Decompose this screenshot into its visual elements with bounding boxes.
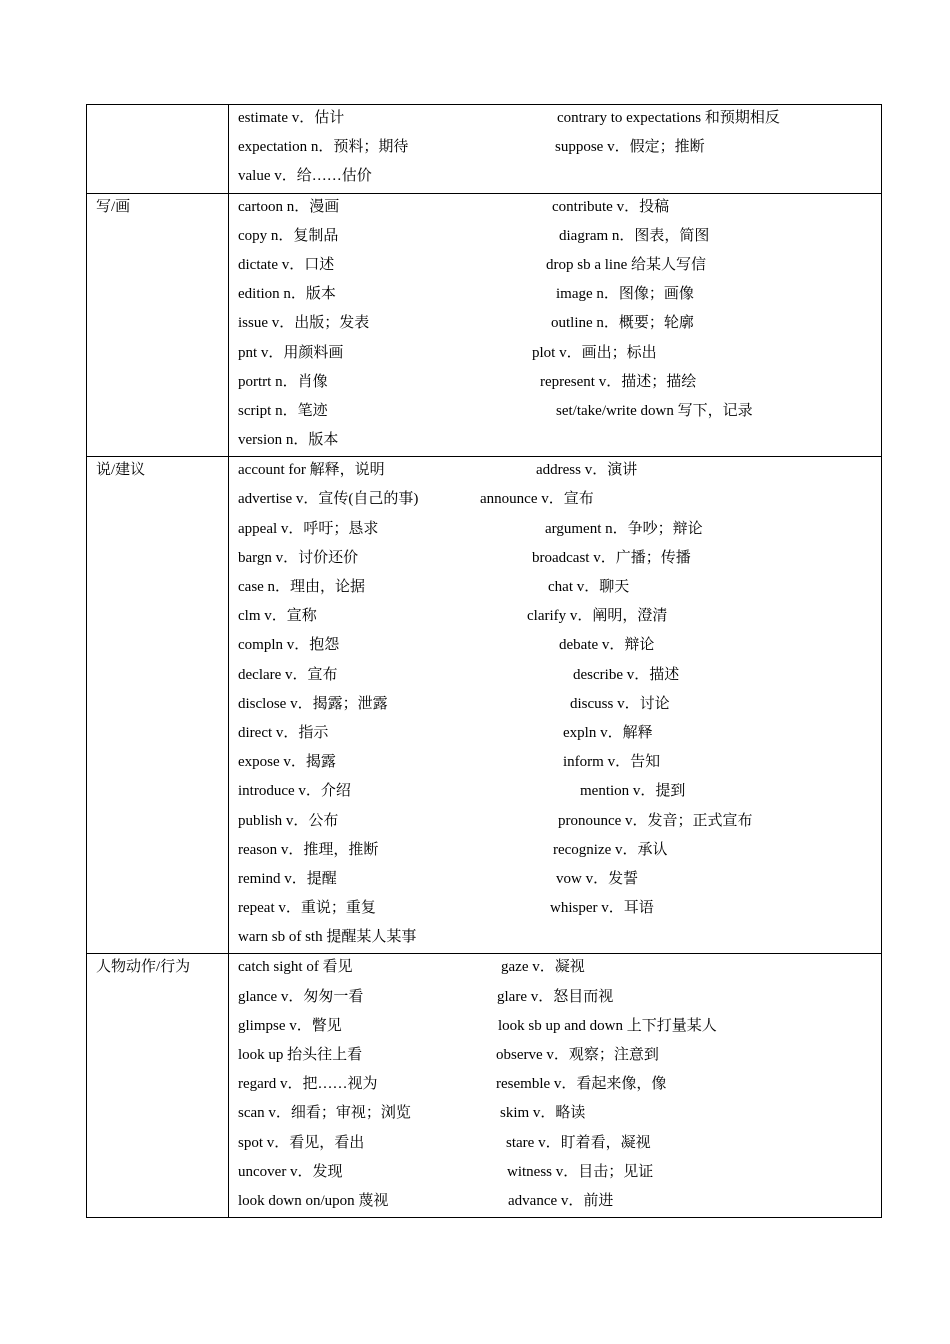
vocabulary-entry: regard v．把……视为 [238, 1076, 378, 1093]
vocabulary-entry: contribute v．投稿 [552, 198, 670, 215]
vocabulary-entry: represent v．描述；描绘 [540, 373, 697, 390]
category-label: 人物动作/行为 [96, 959, 191, 976]
vocabulary-entry: version n．版本 [238, 432, 339, 449]
vocabulary-entry: glare v．怒目而视 [497, 988, 614, 1005]
vocabulary-entry: issue v．出版；发表 [238, 315, 370, 332]
vocabulary-entry: stare v．盯着看，凝视 [506, 1134, 651, 1151]
table-body [87, 105, 882, 1218]
category-label: 说/建议 [96, 462, 146, 479]
vocabulary-entry: announce v．宣布 [480, 491, 594, 508]
vocabulary-line [229, 924, 881, 953]
vocabulary-entry: whisper v．耳语 [550, 900, 654, 917]
vocabulary-entry: spot v．看见，看出 [238, 1134, 365, 1151]
vocabulary-line [229, 632, 881, 661]
vocabulary-entry: drop sb a line 给某人写信 [546, 256, 706, 273]
vocabulary-line [229, 252, 881, 281]
vocabulary-entry: reason v．推理，推断 [238, 841, 379, 858]
vocabulary-entry: advance v．前进 [508, 1192, 614, 1209]
vocabulary-entry: expln v．解释 [563, 724, 653, 741]
vocabulary-entry: dictate v．口述 [238, 256, 335, 273]
vocabulary-line [229, 808, 881, 837]
vocabulary-entry: vow v．发誓 [556, 870, 639, 887]
vocabulary-entry: declare v．宣布 [238, 666, 338, 683]
vocabulary-line [229, 427, 881, 456]
vocabulary-entry: disclose v．揭露；泄露 [238, 695, 388, 712]
vocabulary-line [229, 516, 881, 545]
vocabulary-entry: recognize v．承认 [553, 841, 668, 858]
vocabulary-entry: publish v．公布 [238, 812, 339, 829]
vocabulary-entry: skim v．略读 [500, 1105, 586, 1122]
vocabulary-entry: repeat v．重说；重复 [238, 900, 376, 917]
vocabulary-line [229, 1130, 881, 1159]
category-cell [87, 954, 229, 1218]
vocabulary-line [229, 223, 881, 252]
vocabulary-entry: broadcast v．广播；传播 [532, 549, 691, 566]
vocabulary-list [229, 194, 881, 457]
vocabulary-line [229, 691, 881, 720]
vocabulary-line [229, 984, 881, 1013]
vocabulary-entry: glimpse v．瞥见 [238, 1017, 342, 1034]
vocabulary-line [229, 340, 881, 369]
vocabulary-line [229, 1071, 881, 1100]
vocabulary-entry: bargn v．讨价还价 [238, 549, 359, 566]
vocabulary-line [229, 369, 881, 398]
vocabulary-entry: pronounce v．发音；正式宣布 [558, 812, 753, 829]
vocabulary-entry: glance v．匆匆一看 [238, 988, 364, 1005]
vocabulary-line [229, 895, 881, 924]
vocabulary-line [229, 310, 881, 339]
vocabulary-entry: look up 抬头往上看 [238, 1047, 363, 1063]
vocabulary-cell [229, 193, 882, 457]
section-row [87, 954, 882, 1218]
section-row [87, 193, 882, 457]
vocabulary-entry: uncover v．发现 [238, 1163, 343, 1180]
category-cell [87, 457, 229, 954]
vocabulary-line [229, 194, 881, 223]
vocabulary-entry: gaze v．凝视 [501, 959, 585, 976]
vocabulary-line [229, 749, 881, 778]
vocabulary-line [229, 398, 881, 427]
vocabulary-entry: compln v．抱怨 [238, 637, 340, 654]
vocabulary-entry: look sb up and down 上下打量某人 [498, 1017, 717, 1034]
vocabulary-cell [229, 954, 882, 1218]
vocabulary-list [229, 105, 881, 193]
vocabulary-table [86, 104, 882, 1218]
vocabulary-entry: suppose v．假定；推断 [555, 139, 705, 156]
vocabulary-line [229, 1188, 881, 1217]
vocabulary-line [229, 105, 881, 134]
vocabulary-entry: expose v．揭露 [238, 754, 336, 771]
vocabulary-list [229, 954, 881, 1217]
vocabulary-entry: resemble v．看起来像，像 [496, 1076, 667, 1093]
vocabulary-entry: observe v．观察；注意到 [496, 1047, 659, 1063]
vocabulary-entry: plot v．画出；标出 [532, 344, 657, 361]
vocabulary-entry: discuss v．讨论 [570, 695, 670, 712]
vocabulary-entry: outline n．概要；轮廓 [551, 315, 694, 332]
vocabulary-entry: portrt n．肖像 [238, 373, 328, 390]
vocabulary-line [229, 574, 881, 603]
vocabulary-line [229, 603, 881, 632]
vocabulary-line [229, 866, 881, 895]
vocabulary-entry: set/take/write down 写下，记录 [556, 402, 753, 419]
vocabulary-entry: introduce v．介绍 [238, 783, 351, 800]
vocabulary-line [229, 837, 881, 866]
vocabulary-entry: clarify v．阐明，澄清 [527, 608, 668, 625]
vocabulary-line [229, 954, 881, 983]
vocabulary-entry: witness v．目击；见证 [507, 1163, 654, 1180]
vocabulary-line [229, 1159, 881, 1188]
vocabulary-line [229, 545, 881, 574]
vocabulary-entry: direct v．指示 [238, 724, 329, 741]
vocabulary-entry: pnt v．用颜料画 [238, 344, 344, 361]
vocabulary-entry: warn sb of sth 提醒某人某事 [238, 929, 417, 946]
vocabulary-entry: image n．图像；画像 [556, 286, 694, 303]
vocabulary-list [229, 457, 881, 953]
vocabulary-entry: argument n．争吵；辩论 [545, 520, 703, 537]
vocabulary-line [229, 662, 881, 691]
vocabulary-line [229, 1100, 881, 1129]
vocabulary-line [229, 134, 881, 163]
vocabulary-entry: debate v．辩论 [559, 637, 655, 654]
vocabulary-line [229, 1013, 881, 1042]
vocabulary-line [229, 457, 881, 486]
vocabulary-entry: estimate v．估计 [238, 110, 345, 126]
category-label: 写/画 [96, 198, 131, 215]
category-label [87, 105, 228, 108]
vocabulary-entry: inform v．告知 [563, 754, 661, 771]
vocabulary-entry: advertise v．宣传(自己的事) [238, 491, 419, 508]
vocabulary-entry: value v．给……估价 [238, 168, 372, 185]
vocabulary-entry: edition n．版本 [238, 286, 336, 303]
vocabulary-entry: case n．理由，论据 [238, 579, 366, 595]
vocabulary-entry: contrary to expectations 和预期相反 [557, 110, 780, 126]
vocabulary-cell [229, 457, 882, 954]
vocabulary-entry: scan v．细看；审视；浏览 [238, 1105, 411, 1122]
vocabulary-line [229, 778, 881, 807]
category-cell [87, 193, 229, 457]
vocabulary-line [229, 281, 881, 310]
vocabulary-entry: copy n．复制品 [238, 227, 339, 244]
section-row [87, 457, 882, 954]
vocabulary-entry: diagram n．图表，简图 [559, 227, 710, 244]
vocabulary-line [229, 486, 881, 515]
vocabulary-entry: cartoon n．漫画 [238, 198, 340, 215]
category-cell [87, 105, 229, 194]
vocabulary-entry: clm v．宣称 [238, 608, 317, 625]
vocabulary-cell [229, 105, 882, 194]
vocabulary-line [229, 720, 881, 749]
section-row [87, 105, 882, 194]
vocabulary-line [229, 1042, 881, 1071]
vocabulary-entry: describe v．描述 [573, 666, 680, 683]
vocabulary-entry: account for 解释，说明 [238, 462, 385, 479]
vocabulary-line [229, 163, 881, 192]
vocabulary-entry: catch sight of 看见 [238, 959, 353, 976]
vocabulary-entry: address v．演讲 [536, 462, 638, 479]
vocabulary-entry: expectation n．预料；期待 [238, 139, 409, 156]
vocabulary-entry: mention v．提到 [580, 783, 686, 800]
vocabulary-entry: appeal v．呼吁；恳求 [238, 520, 379, 537]
vocabulary-entry: remind v．提醒 [238, 870, 337, 887]
vocabulary-entry: chat v．聊天 [548, 579, 630, 595]
vocabulary-entry: look down on/upon 蔑视 [238, 1192, 389, 1209]
vocabulary-entry: script n．笔迹 [238, 402, 328, 419]
